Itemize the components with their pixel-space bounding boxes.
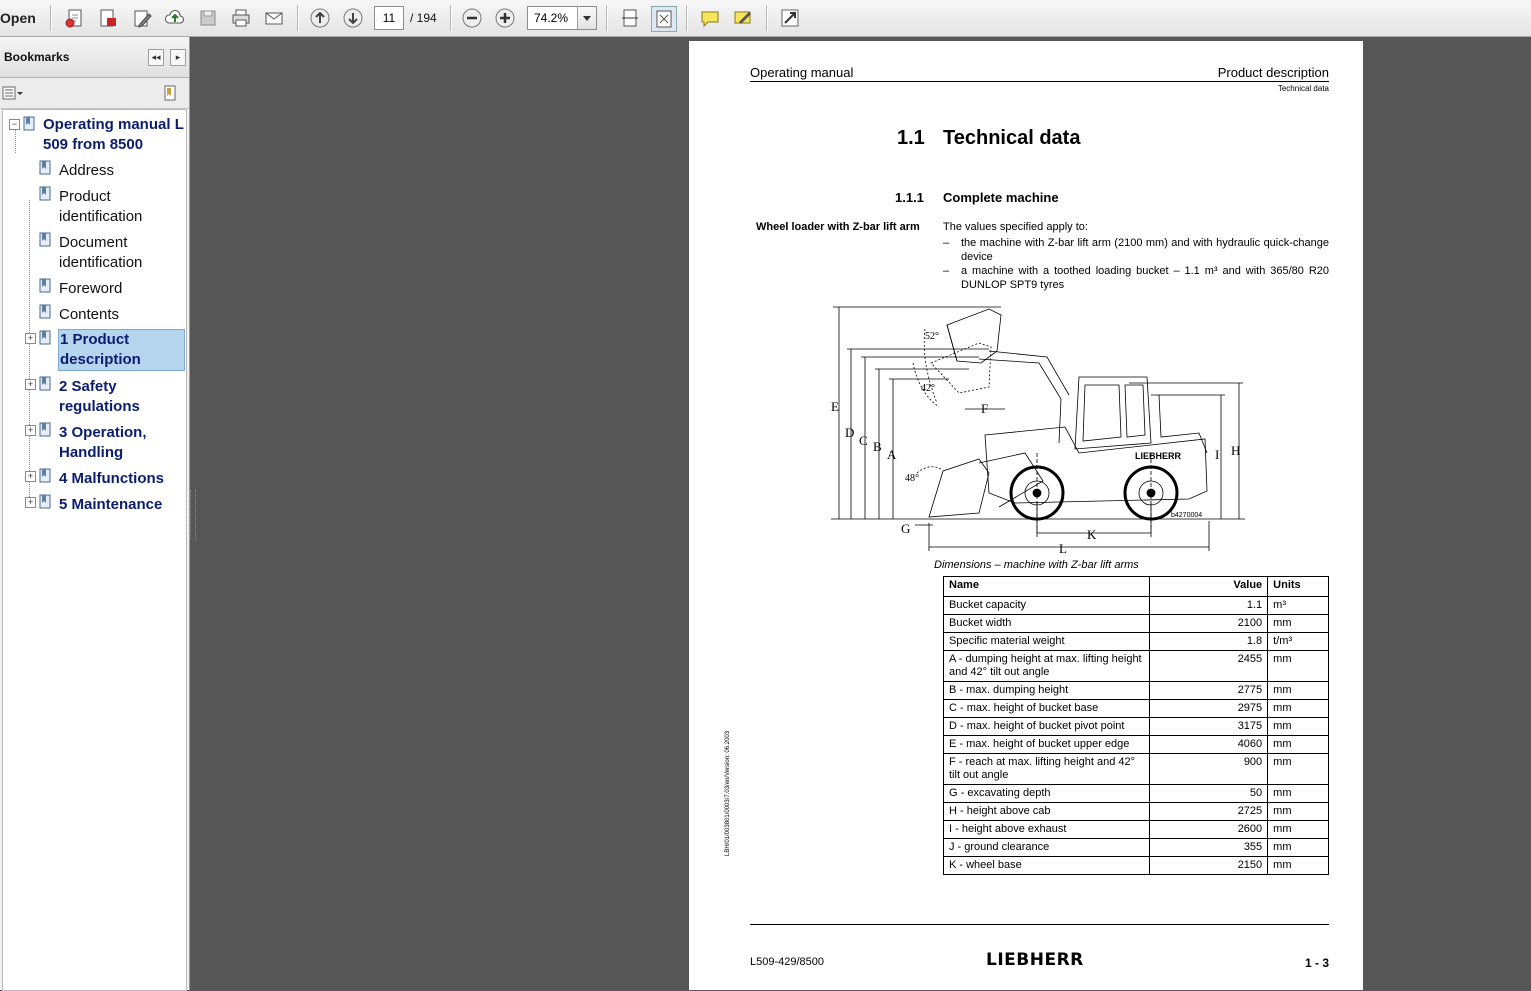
open-button[interactable]: Open [0,10,36,26]
subsection-number: 1.1.1 [895,190,924,205]
save-button[interactable] [196,6,220,30]
full-screen-button[interactable] [778,6,802,30]
table-row [944,633,1329,651]
bookmark-address[interactable]: Address [59,162,115,179]
cell-unit: m³ [1268,597,1329,615]
bookmark-icon [39,376,51,391]
table-row [944,857,1329,875]
bookmarks-title: Bookmarks [4,50,70,64]
drawing-code: b4270004 [1171,512,1203,519]
dimension-label-f: F [981,401,989,416]
toolbar-separator [606,5,608,31]
pencil-document-icon [131,7,153,29]
wheel-loader-drawing [829,303,1249,555]
bookmark-document-identification[interactable] [59,233,142,273]
cell-unit: mm [1268,754,1329,785]
fit-page-button[interactable] [651,6,677,32]
bullet-item: – a machine with a toothed loading bucket – 1.1 m³ and with 365/80 R20 DUNLOP SPT9 tyres [943,265,1329,291]
zoom-select[interactable] [527,6,597,30]
bookmark-label: Operating manual L [43,116,184,133]
panel-splitter[interactable] [190,490,196,540]
arrow-up-icon [309,7,331,29]
dimension-label-a: A [887,447,897,462]
next-page-button[interactable] [341,6,365,30]
cell-name: J - ground clearance [944,839,1150,857]
expand-toggle[interactable]: + [25,333,36,344]
subsection-title: Complete machine [943,190,1059,205]
bookmark-icon [39,468,51,483]
table-row [944,615,1329,633]
cell-name: F - reach at max. lifting height and 42° tilt out angle [944,754,1150,785]
section-title: Technical data [943,127,1081,149]
cell-value: 2150 [1149,857,1267,875]
dimension-label-b: B [873,439,882,454]
cell-value: 2455 [1149,651,1267,682]
bookmark-label: identification [59,208,143,225]
arrow-down-icon [342,7,364,29]
bookmark-product-description[interactable] [58,329,185,371]
printer-icon [230,7,252,29]
table-row [944,736,1329,754]
vertical-note [725,716,735,856]
cell-name: Bucket width [944,615,1150,633]
previous-page-button[interactable] [308,6,332,30]
cell-value: 2975 [1149,700,1267,718]
chevron-down-icon[interactable] [577,7,596,29]
cell-unit: mm [1268,615,1329,633]
bullet-text: a machine with a toothed loading bucket – 1.1 m³ and with 365/80 R20 DUNLOP SPT9 tyres [961,265,1329,291]
bookmark-icon [39,422,51,437]
bullet-text: the machine with Z-bar lift arm (2100 mm) and with hydraulic quick-change device [961,237,1329,263]
print-button[interactable] [229,6,253,30]
spec-table [943,576,1329,875]
page-total-label: / 194 [410,11,437,25]
bookmark-label: description [60,351,141,368]
highlighter-icon [732,7,754,29]
cell-unit: mm [1268,857,1329,875]
dimension-label-c: C [859,433,868,448]
collapse-root-toggle[interactable]: − [9,119,20,130]
cell-value: 4060 [1149,736,1267,754]
toolbar-separator [50,5,52,31]
bookmark-icon [39,232,51,247]
scroll-page-icon [619,7,641,29]
fit-width-button[interactable] [618,6,642,30]
column-header-name: Name [944,577,1150,597]
comment-button[interactable] [698,6,722,30]
cell-name: I - height above exhaust [944,821,1150,839]
column-header-units: Units [1268,577,1329,597]
bookmark-label: Handling [59,444,124,461]
cell-unit: mm [1268,651,1329,682]
find-bookmark-icon[interactable] [161,84,179,102]
bookmark-icon [39,330,51,345]
table-row [944,821,1329,839]
cell-name: E - max. height of bucket upper edge [944,736,1150,754]
chevron-right-icon[interactable]: ▸ [170,49,186,66]
cell-name: D - max. height of bucket pivot point [944,718,1150,736]
dimension-label-g: G [901,521,911,536]
cab-brand-text: LIEBHERR [1135,451,1182,461]
bookmarks-tree [2,109,187,991]
fit-page-icon [653,8,675,30]
bookmark-label: Document [59,234,128,251]
cloud-upload-icon [164,7,186,29]
cell-unit: mm [1268,718,1329,736]
highlight-button[interactable] [731,6,755,30]
minus-circle-icon [461,7,483,29]
dimension-label-d: D [845,425,855,440]
bookmark-icon [39,186,51,201]
cell-unit: mm [1268,785,1329,803]
bookmark-label: 2 Safety [59,378,117,395]
main-toolbar [0,0,1531,37]
toolbar-separator [686,5,688,31]
bookmark-operating-manual[interactable] [43,115,185,155]
table-row [944,718,1329,736]
cell-name: B - max. dumping height [944,682,1150,700]
bookmark-icon [39,278,51,293]
bullet-item: – the machine with Z-bar lift arm (2100 mm) and with hydraulic quick-change device [943,237,1329,263]
bookmark-foreword[interactable]: Foreword [59,280,123,297]
plus-circle-icon [494,7,516,29]
cell-name: G - excavating depth [944,785,1150,803]
zoom-out-button[interactable] [460,6,484,30]
cell-unit: t/m³ [1268,633,1329,651]
cell-value: 2100 [1149,615,1267,633]
toolbar-separator [297,5,299,31]
convert-pdf-button[interactable] [96,6,120,30]
cell-value: 1.8 [1149,633,1267,651]
bookmark-icon [39,160,51,175]
dimension-label-i: I [1215,447,1220,462]
cell-value: 900 [1149,754,1267,785]
zoom-value: 74.2% [534,11,569,25]
options-menu-icon[interactable] [2,86,24,100]
edit-button[interactable] [130,6,154,30]
table-row [944,597,1329,615]
page-header-left: Operating manual [750,65,854,80]
cell-name: C - max. height of bucket base [944,700,1150,718]
toolbar-separator [450,5,452,31]
dimension-label-h: H [1231,443,1241,458]
dimension-label-e: E [831,399,839,414]
page-header-sub: Technical data [1277,84,1329,93]
bookmark-label: identification [59,254,143,271]
toolbar-separator [766,5,768,31]
cell-unit: mm [1268,736,1329,754]
cell-name: A - dumping height at max. lifting height and 42° tilt out angle [944,651,1150,682]
cell-unit: mm [1268,700,1329,718]
envelope-icon [263,7,285,29]
table-row [944,803,1329,821]
create-pdf-icon [64,7,86,29]
table-header-row [944,577,1329,597]
angle-label: 42° [921,383,935,394]
cell-unit: mm [1268,821,1329,839]
bookmark-malfunctions[interactable]: 4 Malfunctions [59,470,165,487]
dimension-label-k: K [1087,527,1097,542]
expand-toggle[interactable]: + [25,471,36,482]
angle-label: 48° [905,473,919,484]
cell-value: 3175 [1149,718,1267,736]
pdf-file-icon [97,7,119,29]
cell-unit: mm [1268,682,1329,700]
bookmark-label: 1 Product [60,331,130,348]
bookmark-product-identification[interactable] [59,187,142,227]
cell-unit: mm [1268,839,1329,857]
expand-toggle[interactable]: + [25,425,36,436]
cell-name: K - wheel base [944,857,1150,875]
email-button[interactable] [262,6,286,30]
cell-value: 1.1 [1149,597,1267,615]
table-row [944,785,1329,803]
expand-icon [779,7,801,29]
bookmark-icon [39,304,51,319]
intro-text: The values specified apply to: [943,221,1088,233]
page-number-input[interactable]: 11 [374,6,404,30]
footer-rule [750,924,1329,925]
bookmarks-tools [0,78,189,109]
table-row [944,700,1329,718]
vertical-note-text: LBH/01/003801/0003/7.03/en/Version: 06.2003 [725,730,731,856]
floppy-disk-icon [197,7,219,29]
table-row [944,839,1329,857]
footer-doc-number: L509-429/8500 [750,956,825,968]
bookmark-operation-handling[interactable] [59,423,147,463]
cell-unit: mm [1268,803,1329,821]
expand-toggle[interactable]: + [25,497,36,508]
cell-value: 355 [1149,839,1267,857]
dimension-label-l: L [1059,541,1067,555]
speech-bubble-icon [699,7,721,29]
bookmark-label: 509 from 8500 [43,136,144,153]
cell-name: Specific material weight [944,633,1150,651]
bookmark-icon [23,116,35,131]
table-row [944,651,1329,682]
create-pdf-button[interactable] [63,6,87,30]
side-label: Wheel loader with Z-bar lift arm [756,221,920,233]
spec-table-body [944,597,1329,875]
section-number: 1.1 [897,127,925,149]
page-header-right: Product description [1217,65,1329,80]
column-header-value: Value [1149,577,1267,597]
document-page [689,41,1363,990]
bookmarks-panel [0,37,190,990]
cell-name: Bucket capacity [944,597,1150,615]
bookmark-safety-regulations[interactable] [59,377,140,417]
cell-name: H - height above cab [944,803,1150,821]
upload-button[interactable] [163,6,187,30]
bookmarks-header [0,37,189,78]
bookmark-maintenance[interactable]: 5 Maintenance [59,496,163,513]
table-row [944,682,1329,700]
bookmark-label: Product [59,188,111,205]
table-row [944,754,1329,785]
figure-caption: Dimensions – machine with Z-bar lift arms [934,559,1139,571]
bookmark-icon [39,494,51,509]
bookmark-label: 3 Operation, [59,424,147,441]
footer-page-number: 1 - 3 [1304,956,1329,970]
bookmark-label: regulations [59,398,140,415]
cell-value: 50 [1149,785,1267,803]
collapse-panel-icon[interactable]: ◂◂ [148,49,164,66]
cell-value: 2725 [1149,803,1267,821]
cell-value: 2775 [1149,682,1267,700]
header-rule [750,81,1329,82]
liebherr-logo: LIEBHERR [986,950,1084,970]
expand-toggle[interactable]: + [25,379,36,390]
zoom-in-button[interactable] [493,6,517,30]
cell-value: 2600 [1149,821,1267,839]
angle-label: 52° [925,331,939,342]
bookmark-contents[interactable]: Contents [59,306,120,323]
